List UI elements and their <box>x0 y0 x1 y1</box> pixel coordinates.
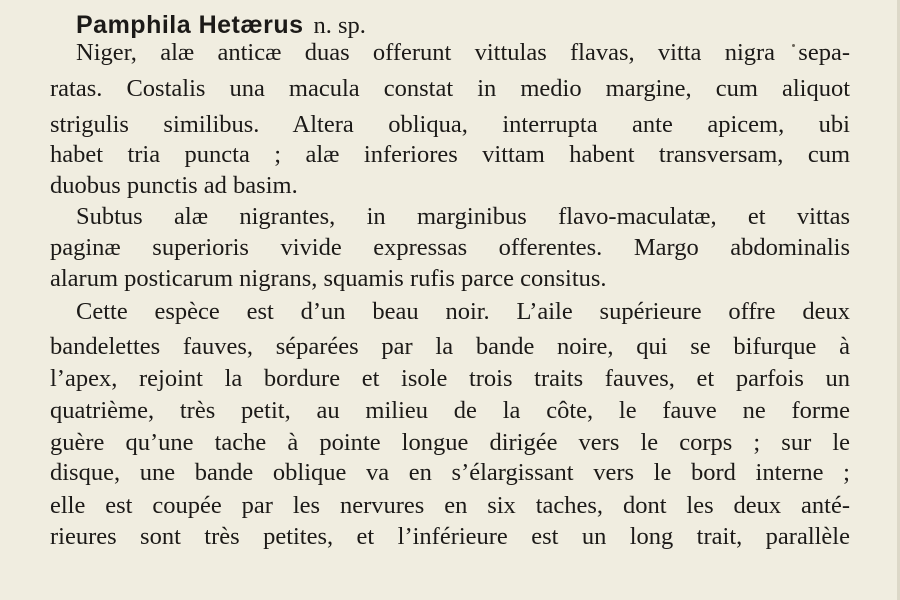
text-line: elle est coupée par les nervures en six taches, dont les deux anté- <box>50 492 850 519</box>
text-line: quatrième, très petit, au milieu de la côte, le fauve ne forme <box>50 397 850 424</box>
text-line: guère qu’une tache à pointe longue dirigée vers le corps ; sur le <box>50 429 850 456</box>
text-line: habet tria puncta ; alæ inferiores vittam habent transversam, cum <box>50 141 850 168</box>
text-line: bandelettes fauves, séparées par la bande noire, qui se bifurque à <box>50 333 850 360</box>
species-note: n. sp. <box>313 12 366 39</box>
text-line: duobus punctis ad basim. <box>50 172 298 199</box>
text-line: alarum posticarum nigrans, squamis rufis parce consitus. <box>50 265 607 292</box>
text-line: Subtus alæ nigrantes, in marginibus flavo-maculatæ, et vittas <box>76 203 850 230</box>
text-line: disque, une bande oblique va en s’élargissant vers le bord interne ; <box>50 459 850 486</box>
species-name: Pamphila Hetærus <box>76 11 304 39</box>
text-line: Cette espèce est d’un beau noir. L’aile supérieure offre deux <box>76 298 850 325</box>
text-line: strigulis similibus. Altera obliqua, interrupta ante apicem, ubi <box>50 111 850 138</box>
text-line: ratas. Costalis una macula constat in medio margine, cum aliquot <box>50 75 850 102</box>
text-line: paginæ superioris vivide expressas offerentes. Margo abdominalis <box>50 234 850 261</box>
text-line: l’apex, rejoint la bordure et isole trois traits fauves, et parfois un <box>50 365 850 392</box>
text-line: rieures sont très petites, et l’inférieure est un long trait, parallèle <box>50 523 850 550</box>
text-line: Niger, alæ anticæ duas offerunt vittulas flavas, vitta nigra sepa- <box>76 39 850 66</box>
